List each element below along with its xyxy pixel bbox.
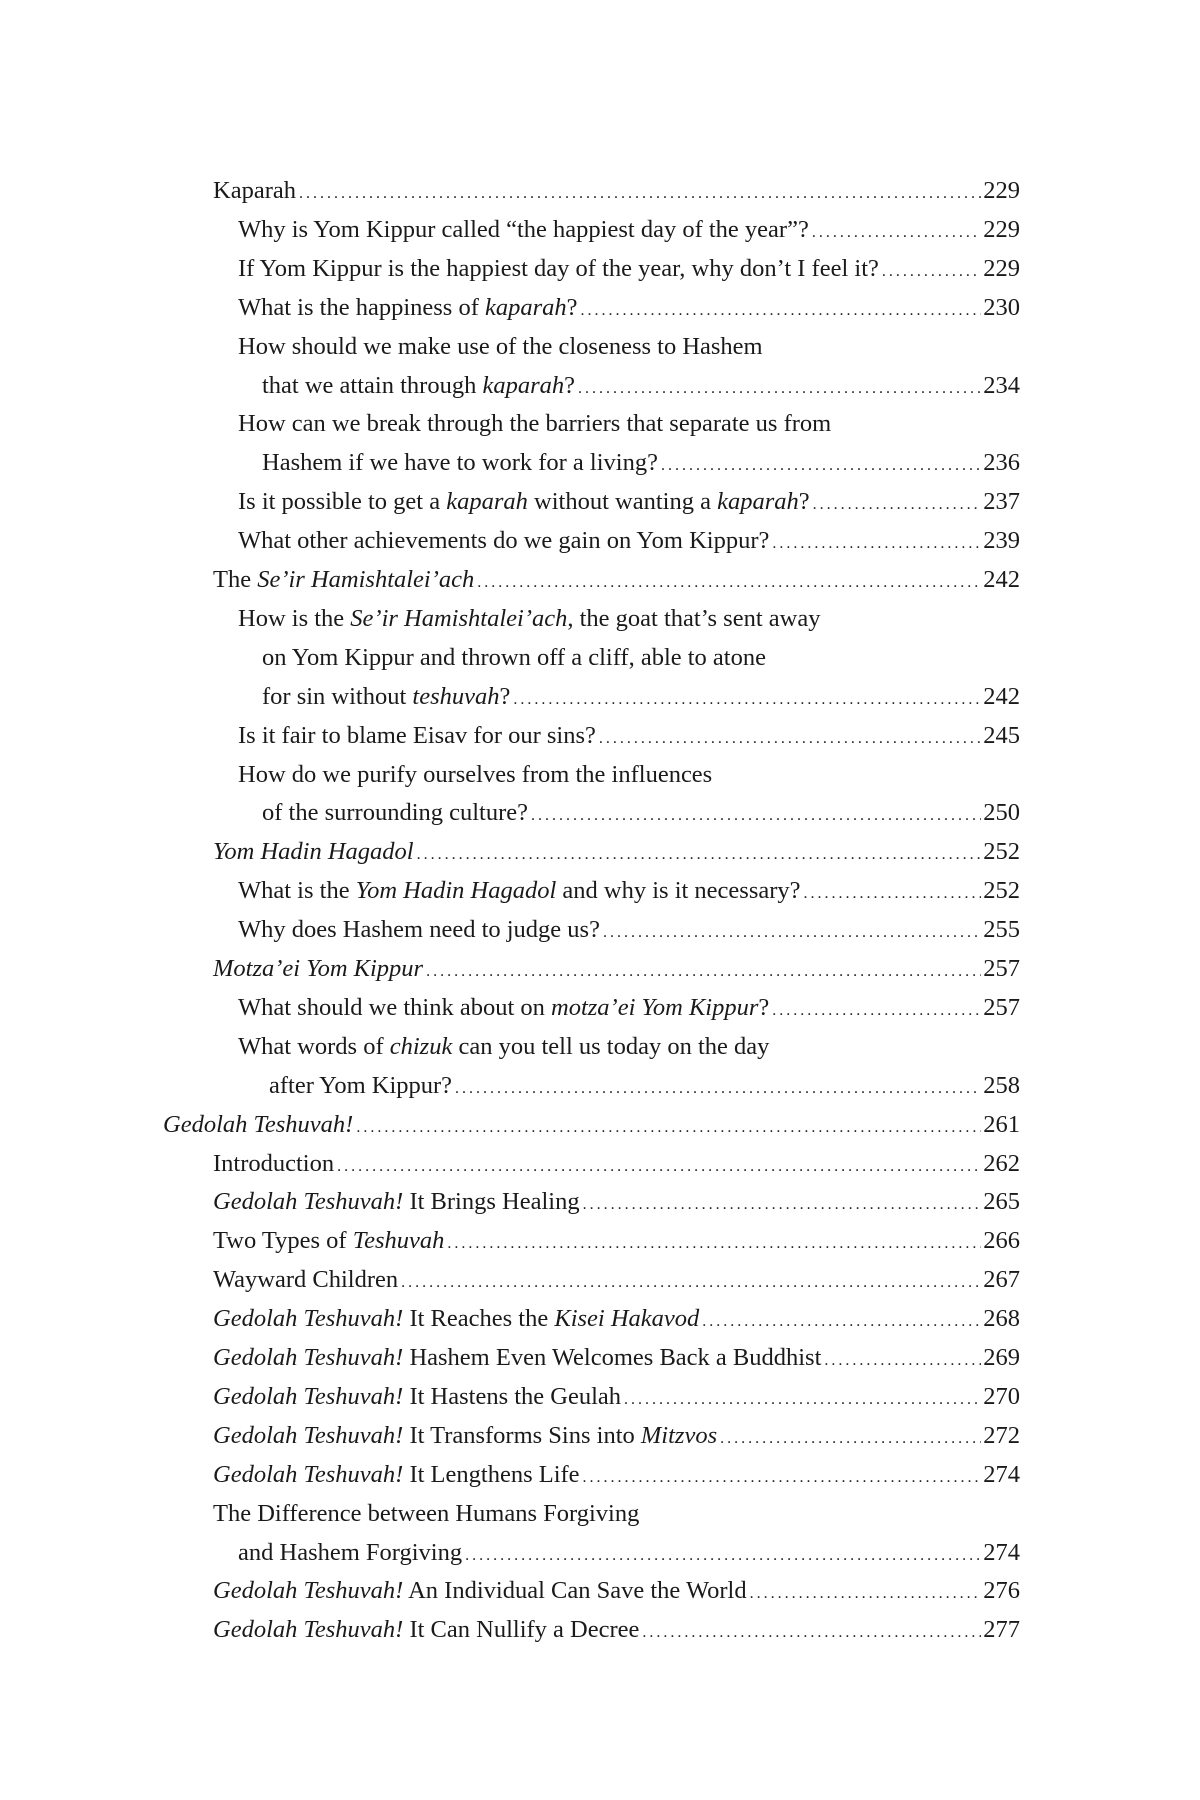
toc-entry-title [238, 482, 810, 521]
toc-title-segment: What should we think about on [238, 993, 552, 1021]
toc-entry [238, 521, 1020, 560]
toc-title-segment: Two Types of [213, 1227, 353, 1255]
toc-page-number: 234 [983, 371, 1020, 399]
toc-entry-title [238, 521, 769, 560]
toc-entry-title [238, 327, 763, 366]
toc-title-italic-segment: Se’ir Hamishtalei’ach [257, 566, 475, 593]
toc-entry-title [238, 404, 831, 443]
toc-title-segment: The [213, 566, 258, 593]
toc-page-number: 258 [983, 1071, 1020, 1099]
dot-leader [772, 991, 981, 1030]
toc-title-segment: It Can Nullify a Decree [403, 1616, 640, 1644]
dot-leader [599, 719, 981, 758]
toc-entry [213, 1610, 1020, 1649]
toc-page-number: 229 [983, 177, 1020, 204]
toc-page-number: 229 [983, 215, 1020, 243]
toc-title-italic-segment: Teshuvah [352, 1227, 445, 1255]
toc-entry [238, 1533, 1020, 1572]
toc-title-segment: and Hashem Forgiving [238, 1538, 463, 1566]
dot-leader [702, 1302, 981, 1341]
toc-entry [213, 171, 1020, 210]
dot-leader [581, 291, 982, 330]
toc-title-segment: Wayward Children [213, 1266, 399, 1294]
toc-title-segment: Hashem if we have to work for a living? [262, 449, 658, 477]
toc-page-number: 266 [983, 1227, 1020, 1255]
dot-leader [750, 1574, 982, 1613]
toc-page-number: 230 [983, 293, 1020, 321]
toc-title-segment: Is it possible to get a [238, 488, 447, 516]
toc-entry [213, 1377, 1020, 1416]
toc-title-segment: If Yom Kippur is the happiest day of the year, why don’t I feel it? [238, 254, 879, 282]
toc-entry-title [213, 832, 414, 871]
toc-entry-title [262, 638, 766, 677]
toc-entry [238, 988, 1020, 1027]
toc-entry-title [262, 677, 510, 716]
toc-title-italic-segment: chizuk [389, 1032, 453, 1060]
toc-page-number: 250 [983, 799, 1020, 827]
toc-title-italic-segment: Mitzvos [640, 1421, 718, 1449]
toc-page-number: 270 [983, 1382, 1020, 1410]
dot-leader [642, 1613, 981, 1652]
toc-entry-title [213, 1416, 717, 1455]
toc-title-italic-segment: Gedolah Teshuvah! [213, 1460, 404, 1488]
dot-leader [813, 485, 982, 524]
toc-entry-title [163, 1105, 353, 1144]
toc-title-segment: ? [566, 293, 578, 321]
dot-leader [824, 1341, 981, 1380]
toc-title-italic-segment: Gedolah Teshuvah! [163, 1110, 354, 1138]
toc-page-number: 236 [983, 449, 1020, 477]
dot-leader [299, 174, 981, 213]
toc-page-number: 242 [983, 682, 1020, 710]
dot-leader [772, 524, 981, 563]
toc-title-segment: Introduction [213, 1149, 335, 1177]
toc-entry [238, 210, 1020, 249]
toc-title-segment: What other achievements do we gain on Yom Kippur? [238, 527, 770, 555]
toc-entry-title [262, 793, 528, 832]
toc-title-segment: can you tell us today on the day [452, 1032, 770, 1060]
toc-entry [262, 677, 1020, 716]
toc-entry-title [238, 1027, 769, 1066]
toc-title-segment: How do we purify ourselves from the influences [238, 760, 713, 788]
toc-entry [213, 560, 1020, 599]
toc-title-italic-segment: Gedolah Teshuvah! [213, 1421, 404, 1449]
toc-entry-title [213, 171, 296, 210]
toc-title-segment: on Yom Kippur and thrown off a cliff, able to atone [262, 643, 766, 671]
toc-page-number: 268 [983, 1305, 1020, 1333]
toc-entry [238, 871, 1020, 910]
toc-title-segment: that we attain through [262, 371, 483, 399]
dot-leader [578, 369, 981, 408]
toc-entry [213, 1416, 1020, 1455]
toc-entry [262, 443, 1020, 482]
toc-title-segment: What is the happiness of [238, 293, 485, 321]
toc-page-number: 269 [983, 1344, 1020, 1371]
dot-leader [661, 446, 981, 485]
dot-leader [513, 680, 981, 719]
toc-title-italic-segment: Gedolah Teshuvah! [213, 1616, 404, 1644]
toc-entry-title [269, 1066, 452, 1105]
toc-entry-title [213, 1299, 699, 1338]
toc-title-segment: Why does Hashem need to judge us? [238, 916, 600, 944]
toc-entry [269, 1066, 1020, 1105]
toc-title-segment: of the surrounding culture? [262, 799, 529, 827]
toc-entry-title [213, 1494, 639, 1533]
toc-title-italic-segment: Gedolah Teshuvah! [213, 1344, 404, 1371]
dot-leader [401, 1263, 981, 1302]
toc-entry-title [238, 249, 879, 288]
toc-entry [213, 1221, 1020, 1260]
toc-entry [213, 949, 1020, 988]
toc-title-segment: What is the [238, 877, 356, 905]
toc-entry-title [213, 1377, 621, 1416]
toc-page-number: 274 [983, 1538, 1020, 1566]
toc-entry-title [238, 755, 712, 794]
toc-page-number: 229 [983, 254, 1020, 282]
toc-title-segment: Kaparah [213, 177, 296, 204]
toc-entry [238, 599, 1020, 638]
toc-title-segment: It Brings Healing [403, 1188, 580, 1216]
toc-title-segment: It Transforms Sins into [403, 1421, 641, 1449]
toc-page-number: 272 [983, 1421, 1020, 1449]
toc-title-segment: ? [499, 682, 511, 710]
toc-entry-title [238, 871, 801, 910]
dot-leader [477, 563, 981, 602]
toc-page-number: 242 [983, 566, 1020, 593]
toc-entry-title [213, 1221, 444, 1260]
toc-title-segment: ? [758, 993, 770, 1021]
toc-title-segment: for sin without [262, 682, 413, 710]
toc-entry-title [238, 910, 600, 949]
toc-title-italic-segment: Gedolah Teshuvah! [213, 1577, 404, 1605]
toc-page-number: 257 [983, 955, 1020, 982]
toc-entry [213, 1299, 1020, 1338]
toc-entry [238, 755, 1020, 794]
toc-entry [213, 1182, 1020, 1221]
toc-title-segment: It Reaches the [403, 1305, 555, 1333]
toc-page-number: 267 [983, 1266, 1020, 1294]
toc-title-italic-segment: Yom Hadin Hagadol [355, 877, 557, 905]
toc-title-italic-segment: Gedolah Teshuvah! [213, 1188, 404, 1216]
toc-entry-title [213, 1571, 747, 1610]
toc-page-number: 262 [983, 1149, 1020, 1177]
toc-title-italic-segment: kaparah [482, 371, 565, 399]
toc-entry-title [262, 443, 658, 482]
dot-leader [583, 1185, 982, 1224]
dot-leader [426, 952, 981, 991]
dot-leader [337, 1147, 981, 1186]
toc-title-segment: It Lengthens Life [403, 1460, 580, 1488]
toc-entry-title [238, 599, 820, 638]
dot-leader [417, 835, 982, 874]
toc-entry [213, 1260, 1020, 1299]
toc-entry-title [262, 366, 575, 405]
toc-entry [213, 1144, 1020, 1183]
toc-entry [213, 1571, 1020, 1610]
toc-title-segment: An Individual Can Save the World [403, 1577, 747, 1605]
toc-title-segment: without wanting a [527, 488, 718, 516]
toc-title-italic-segment: teshuvah [412, 682, 500, 710]
toc-title-segment: Hashem Even Welcomes Back a Buddhist [403, 1344, 822, 1371]
toc-entry-title [213, 1610, 639, 1649]
toc-title-italic-segment: Motza’ei Yom Kippur [213, 955, 424, 982]
toc-title-italic-segment: Se’ir Hamishtalei’ach [350, 604, 568, 632]
toc-entry [238, 482, 1020, 521]
toc-page-number: 245 [983, 721, 1020, 749]
toc-page-number: 261 [983, 1110, 1020, 1138]
toc-page-number: 252 [983, 838, 1020, 866]
dot-leader [882, 252, 981, 291]
toc-entry [238, 288, 1020, 327]
toc-title-italic-segment: kaparah [485, 293, 567, 321]
toc-title-segment: and why is it necessary? [556, 877, 801, 905]
dot-leader [804, 874, 982, 913]
toc-title-segment: How is the [238, 604, 351, 632]
toc-entry [262, 793, 1020, 832]
toc-entry [262, 366, 1020, 405]
toc-entry [238, 249, 1020, 288]
dot-leader [455, 1069, 981, 1108]
toc-entry [163, 1105, 1020, 1144]
toc-entry-title [238, 716, 596, 755]
dot-leader [812, 213, 981, 252]
toc-page-number: 274 [983, 1460, 1020, 1488]
toc-title-italic-segment: kaparah [446, 488, 528, 516]
dot-leader [531, 796, 981, 835]
toc-page-number: 277 [983, 1616, 1020, 1644]
toc-entry-title [213, 1338, 821, 1377]
toc-title-segment: Is it fair to blame Eisav for our sins? [238, 721, 596, 749]
toc-entry [238, 1027, 1020, 1066]
toc-entry [238, 404, 1020, 443]
toc-entry-title [238, 1533, 462, 1572]
dot-leader [603, 913, 981, 952]
toc-title-segment: How can we break through the barriers that separate us from [238, 410, 832, 438]
toc-entry-title [213, 1455, 580, 1494]
toc-title-segment: What words of [238, 1032, 390, 1060]
toc-page-number: 257 [983, 993, 1020, 1021]
dot-leader [720, 1419, 981, 1458]
toc-page-number: 255 [983, 916, 1020, 944]
toc-entry [238, 910, 1020, 949]
toc-title-segment: How should we make use of the closeness to Hashem [238, 332, 763, 360]
toc-entry-title [213, 949, 423, 988]
toc-title-italic-segment: Gedolah Teshuvah! [213, 1382, 404, 1410]
dot-leader [356, 1108, 981, 1147]
toc-title-italic-segment: Gedolah Teshuvah! [213, 1305, 404, 1333]
toc-page-number: 237 [983, 488, 1020, 516]
dot-leader [465, 1536, 981, 1575]
toc-title-segment: The Difference between Humans Forgiving [213, 1499, 640, 1527]
toc-title-italic-segment: Yom Hadin Hagadol [213, 838, 414, 866]
toc-title-italic-segment: kaparah [717, 488, 799, 516]
toc-entry-title [238, 210, 809, 249]
toc-entry-title [238, 288, 578, 327]
toc-title-segment: It Hastens the Geulah [403, 1382, 622, 1410]
toc-page-number: 276 [983, 1577, 1020, 1605]
toc-entry [238, 327, 1020, 366]
toc-page-number: 252 [983, 877, 1020, 905]
toc-entry [213, 1494, 1020, 1533]
toc-entry-title [238, 988, 769, 1027]
toc-title-italic-segment: Kisei Hakavod [554, 1305, 700, 1333]
toc-entry [213, 1338, 1020, 1377]
toc-page-number: 239 [983, 527, 1020, 555]
toc-entry-title [213, 1182, 580, 1221]
toc-page-number: 265 [983, 1188, 1020, 1216]
dot-leader [624, 1380, 981, 1419]
toc-title-segment: Why is Yom Kippur called “the happiest day of the year”? [238, 215, 809, 243]
toc-title-segment: after Yom Kippur? [269, 1071, 453, 1099]
dot-leader [447, 1224, 981, 1263]
toc-entry [213, 832, 1020, 871]
toc-entry [262, 638, 1020, 677]
toc-title-italic-segment: motza’ei Yom Kippur [551, 993, 759, 1021]
toc-entry-title [213, 1260, 398, 1299]
toc-entry-title [213, 1144, 334, 1183]
dot-leader [583, 1458, 982, 1497]
toc-entry-title [213, 560, 474, 599]
toc-entry [213, 1455, 1020, 1494]
toc-entry [238, 716, 1020, 755]
toc-title-segment: ? [798, 488, 810, 516]
toc-title-segment: ? [564, 371, 575, 399]
toc-title-segment: , the goat that’s sent away [567, 604, 821, 632]
